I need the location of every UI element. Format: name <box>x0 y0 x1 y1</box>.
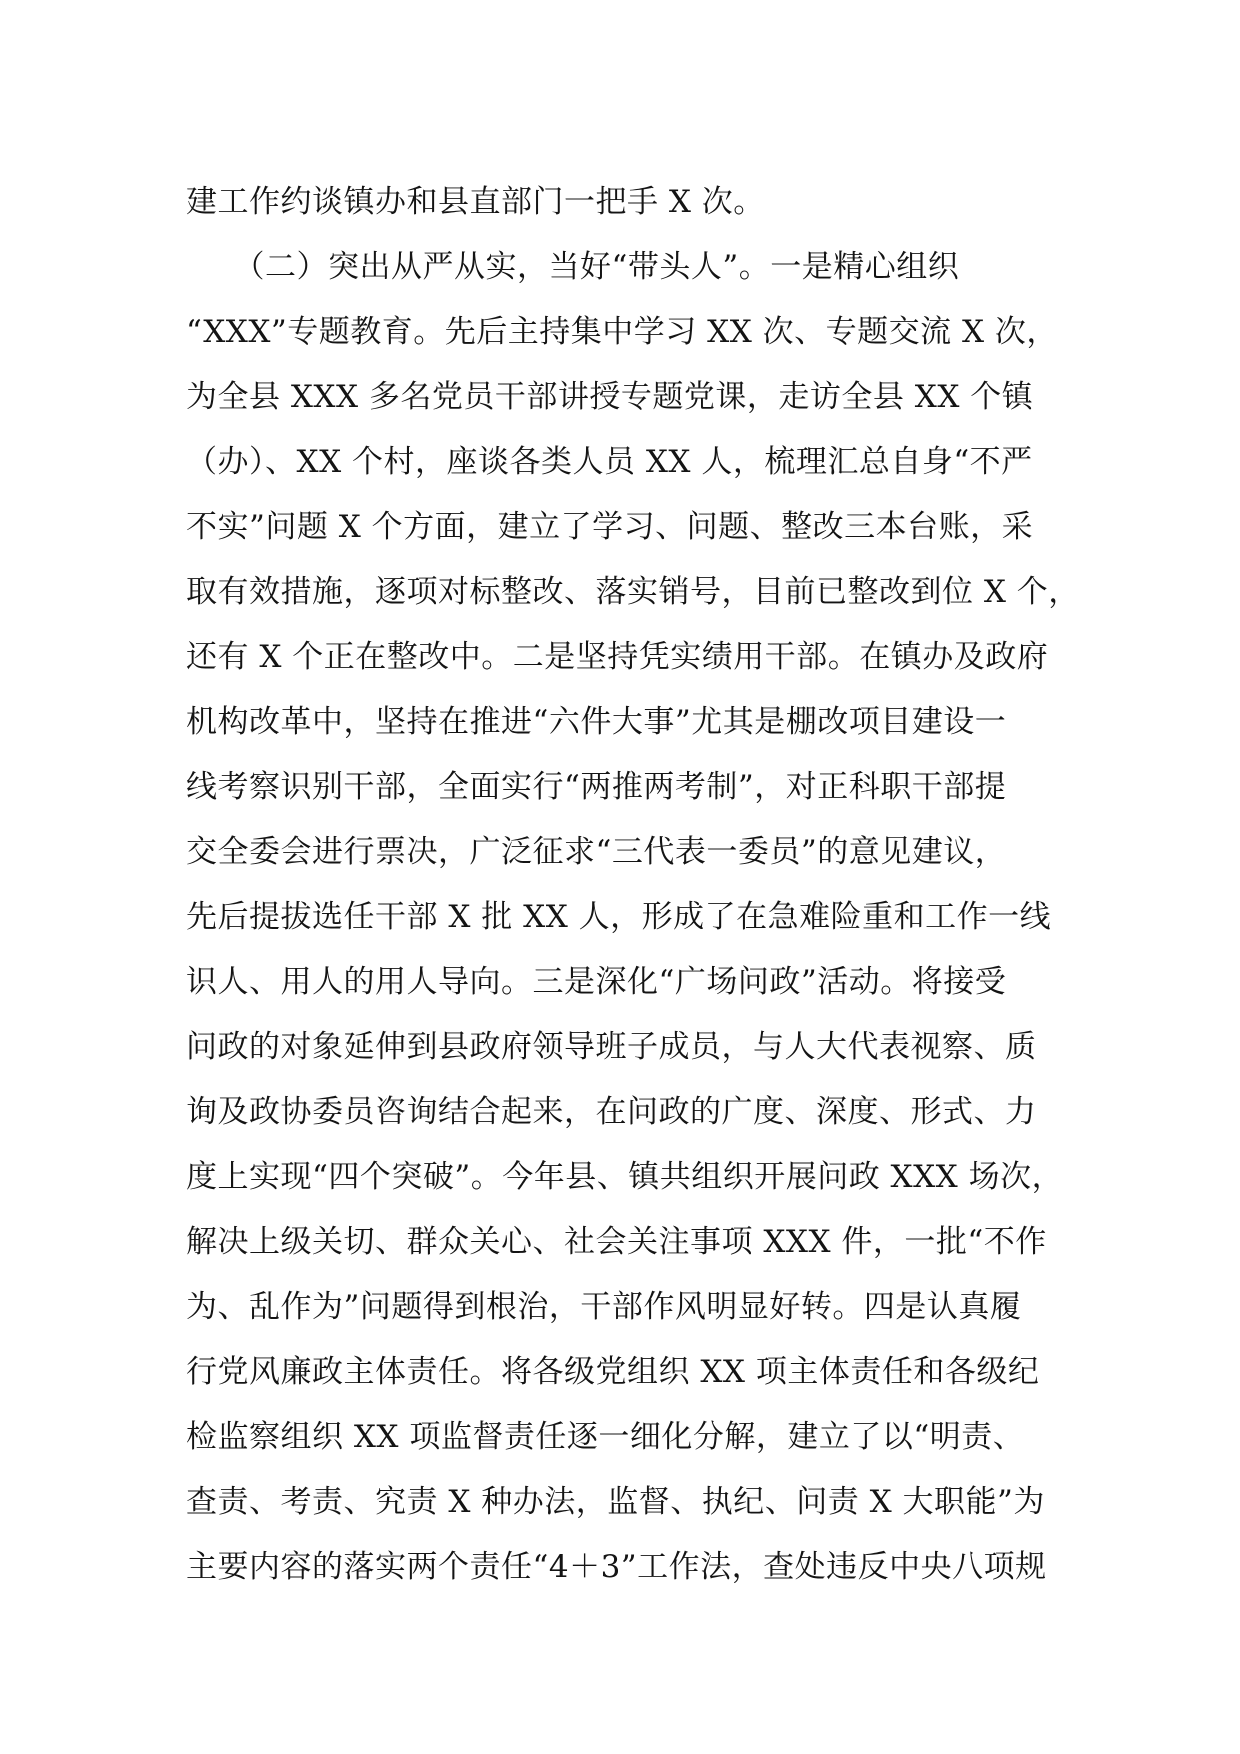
text-line: 线考察识别干部，全面实行“两推两考制”，对正科职干部提 <box>186 769 1007 805</box>
text-line: 为全县 XXX 多名党员干部讲授专题党课，走访全县 XX 个镇 <box>186 379 1034 415</box>
text-line: 行党风廉政主体责任。将各级党组织 XX 项主体责任和各级纪 <box>186 1354 1040 1390</box>
text-line: （二）突出从严从实，当好“带头人”。一是精心组织 <box>186 249 960 285</box>
text-line: 查责、考责、究责 X 种办法，监督、执纪、问责 X 大职能”为 <box>186 1484 1045 1520</box>
text-line: 解决上级关切、群众关心、社会关注事项 XXX 件，一批“不作 <box>186 1224 1047 1260</box>
text-line: 检监察组织 XX 项监督责任逐一细化分解，建立了以“明责、 <box>186 1419 1025 1455</box>
text-line: 机构改革中，坚持在推进“六件大事”尤其是棚改项目建设一 <box>186 704 1007 740</box>
text-line: 识人、用人的用人导向。三是深化“广场问政”活动。将接受 <box>186 964 1007 1000</box>
text-line: 不实”问题 X 个方面，建立了学习、问题、整改三本台账，采 <box>186 509 1034 545</box>
text-line: 建工作约谈镇办和县直部门一把手 X 次。 <box>186 184 765 220</box>
text-line: 取有效措施，逐项对标整改、落实销号，目前已整改到位 X 个， <box>186 574 1080 610</box>
text-line: （办）、XX 个村，座谈各类人员 XX 人，梳理汇总自身“不严 <box>186 444 1033 480</box>
text-line: 度上实现“四个突破”。今年县、镇共组织开展问政 XXX 场次， <box>186 1159 1064 1195</box>
text-line: 为、乱作为”问题得到根治，干部作风明显好转。四是认真履 <box>186 1289 1022 1325</box>
text-line: 还有 X 个正在整改中。二是坚持凭实绩用干部。在镇办及政府 <box>186 639 1049 675</box>
text-line: 先后提拔选任干部 X 批 XX 人，形成了在急难险重和工作一线 <box>186 899 1052 935</box>
text-line: 交全委会进行票决，广泛征求“三代表一委员”的意见建议， <box>186 834 1007 870</box>
body-text <box>186 170 1086 1600</box>
text-line: 询及政协委员咨询结合起来，在问政的广度、深度、形式、力 <box>186 1094 1037 1130</box>
text-line: 问政的对象延伸到县政府领导班子成员，与人大代表视察、质 <box>186 1029 1037 1065</box>
text-line: 主要内容的落实两个责任“4＋3”工作法，查处违反中央八项规 <box>186 1549 1047 1585</box>
text-line: “XXX”专题教育。先后主持集中学习 XX 次、专题交流 X 次， <box>186 314 1058 350</box>
